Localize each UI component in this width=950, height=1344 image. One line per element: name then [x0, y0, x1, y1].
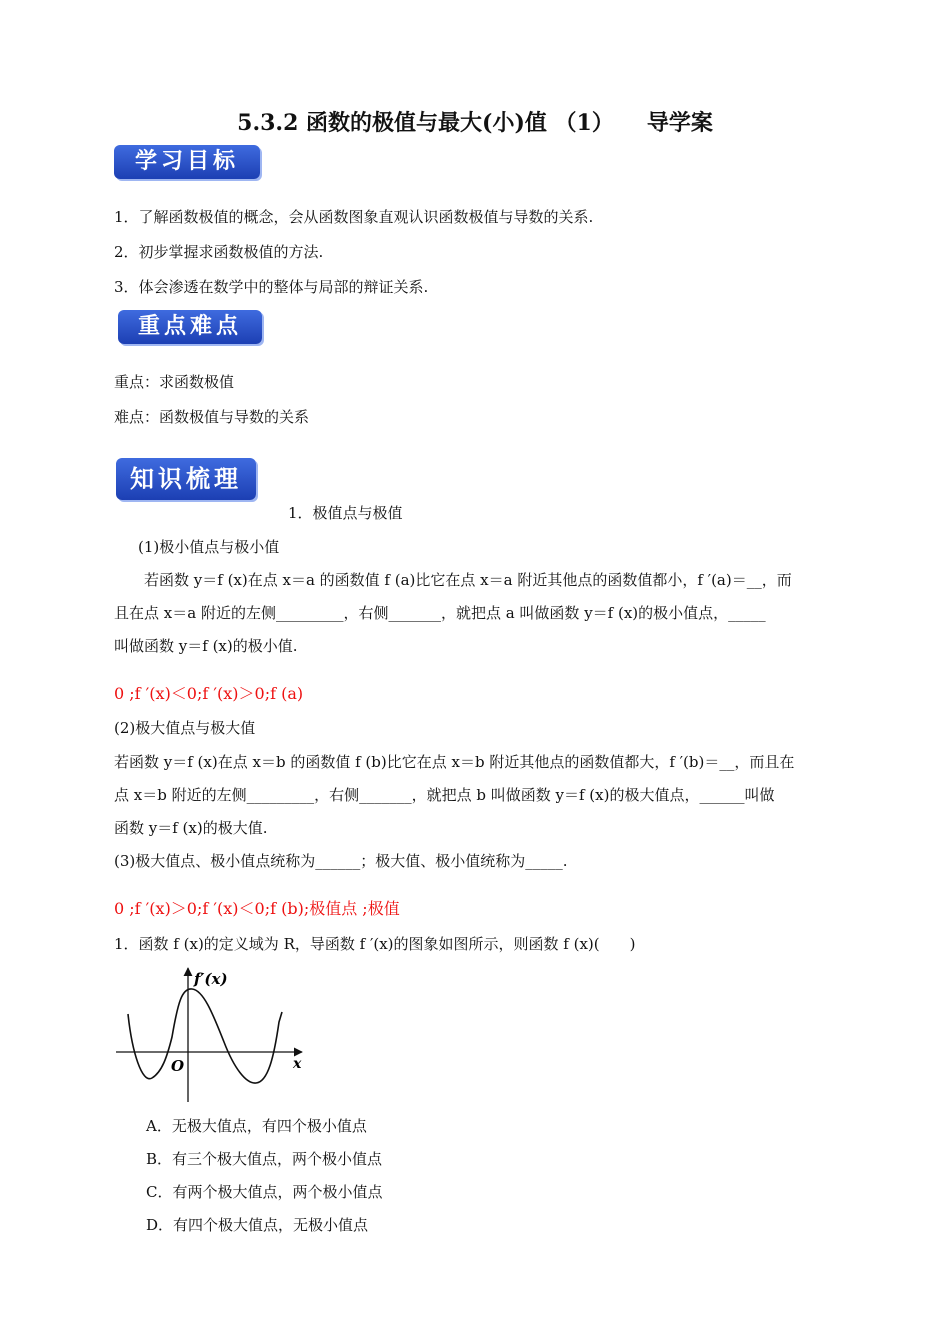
min-text-line-3: 叫做函数 y＝f (x)的极小值. [114, 637, 298, 655]
section-heading: 1．极值点与极值 [288, 504, 403, 522]
banner-key-points: 重点难点 [118, 310, 262, 344]
derivative-graph [112, 962, 312, 1104]
banner-knowledge: 知识梳理 [116, 458, 256, 500]
max-text-line-2: 点 x＝b 附近的左侧_________，右侧_______，就把点 b 叫做函数 y＝f (x)的极大值点，______叫做 [114, 786, 775, 804]
subheading-extrema: (3)极大值点、极小值点统称为______；极大值、极小值统称为_____. [114, 852, 568, 870]
goal-item-2: 2．初步掌握求函数极值的方法. [114, 243, 324, 261]
question-stem: 1．函数 f (x)的定义域为 R，导函数 f ′(x)的图象如图所示，则函数 f (x)( ) [114, 935, 636, 953]
option-c: C．有两个极大值点，两个极小值点 [146, 1183, 383, 1201]
difficult-point: 难点：函数极值与导数的关系 [114, 408, 310, 426]
origin-label: O [171, 1057, 185, 1075]
answer-minimum: 0 ;f ′(x)＜0;f ′(x)＞0;f (a) [114, 684, 304, 703]
subheading-minimum: (1)极小值点与极小值 [138, 538, 280, 556]
goal-item-1: 1．了解函数极值的概念，会从函数图象直观认识函数极值与导数的关系. [114, 208, 594, 226]
option-b: B．有三个极大值点，两个极小值点 [146, 1150, 383, 1168]
subheading-maximum: (2)极大值点与极大值 [114, 719, 256, 737]
option-a: A．无极大值点，有四个极小值点 [146, 1117, 367, 1135]
key-point: 重点：求函数极值 [114, 373, 235, 391]
max-text-line-1: 若函数 y＝f (x)在点 x＝b 的函数值 f (b)比它在点 x＝b 附近其他点的函数值都大，f ′(b)＝__，而且在 [114, 753, 795, 771]
page-title: 5.3.2 函数的极值与最大(小)值 （1） 导学案 [237, 110, 713, 136]
answer-maximum: 0 ;f ′(x)＞0;f ′(x)＜0;f (b);极值点 ;极值 [114, 899, 400, 918]
max-text-line-3: 函数 y＝f (x)的极大值. [114, 819, 268, 837]
banner-learning-goals: 学习目标 [114, 145, 260, 179]
min-text-line-2: 且在点 x＝a 附近的左侧_________，右侧_______，就把点 a 叫做函数 y＝f (x)的极小值点，_____ [114, 604, 766, 622]
min-text-line-1: 若函数 y＝f (x)在点 x＝a 的函数值 f (a)比它在点 x＝a 附近其他点的函数值都小，f ′(a)＝__，而 [114, 571, 792, 589]
derivative-curve [128, 989, 282, 1083]
x-axis-label: x [293, 1056, 302, 1072]
y-axis-label: f′(x) [194, 970, 228, 988]
goal-item-3: 3．体会渗透在数学中的整体与局部的辩证关系. [114, 278, 429, 296]
option-d: D．有四个极大值点，无极小值点 [146, 1216, 369, 1234]
